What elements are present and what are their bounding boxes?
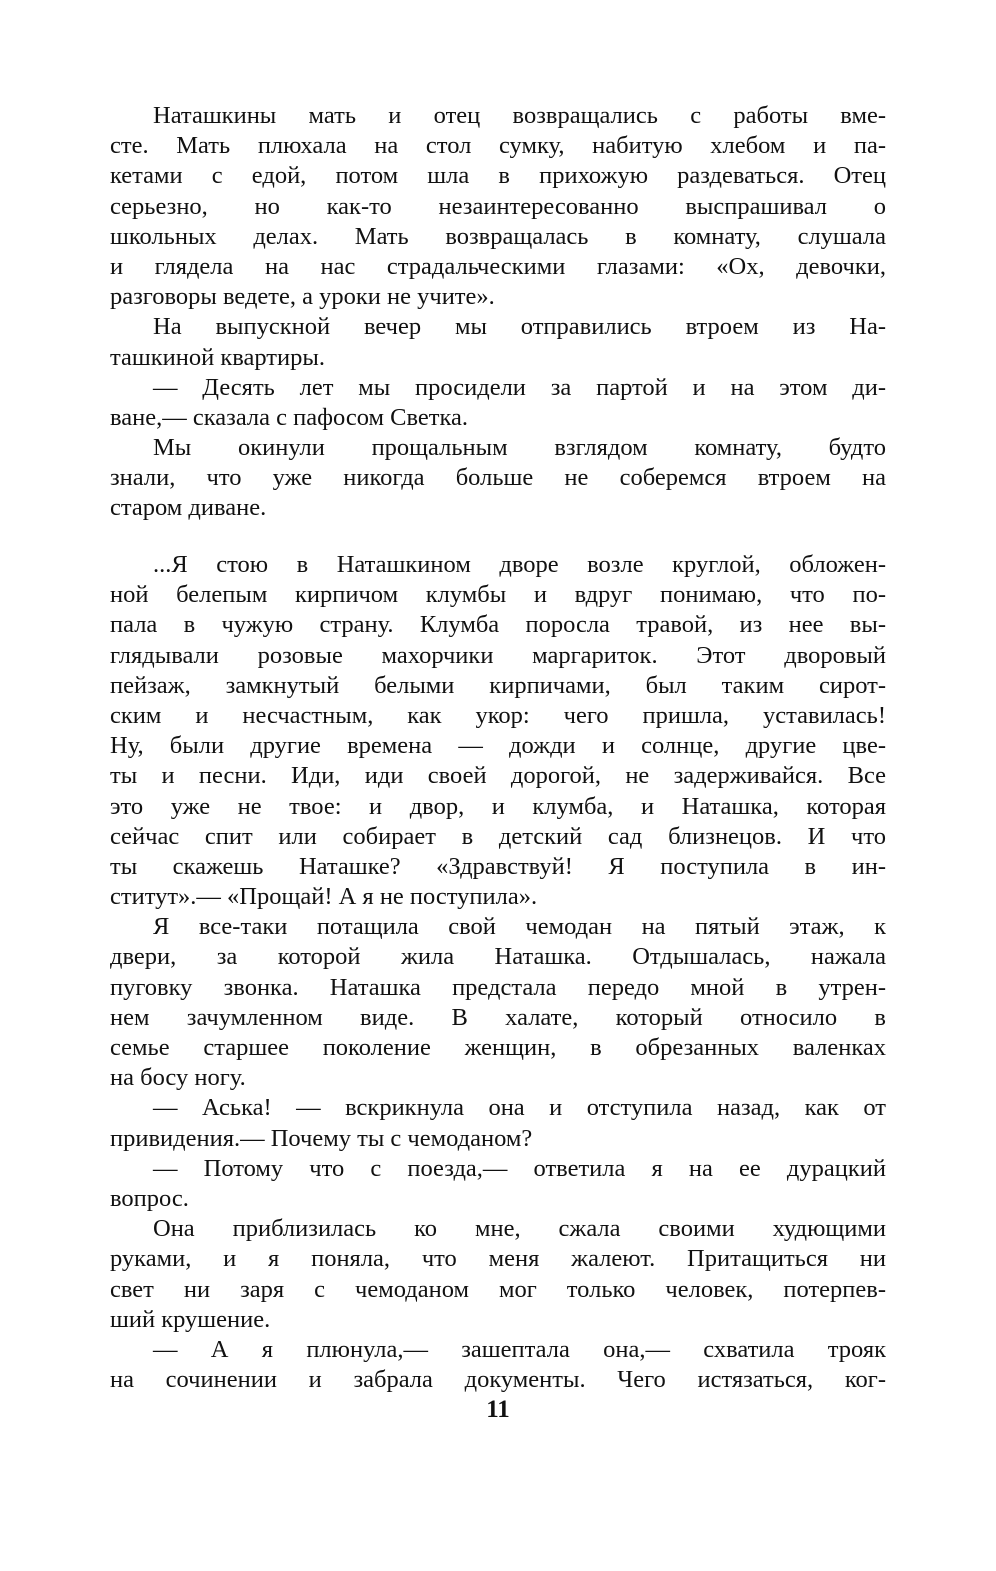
text-section-1: [110, 101, 886, 524]
text-line: вопрос.: [110, 1184, 189, 1212]
text-line: ной белепым кирпичом клумбы и вдруг понимаю, что по-: [110, 581, 886, 609]
text-line: Мы окинули прощальным взглядом комнату, будто: [153, 434, 886, 462]
text-line: ты скажешь Наташке? «Здравствуй! Я поступила в ин-: [110, 852, 886, 880]
text-line: — А я плюнула,— зашептала она,— схватила трояк: [153, 1335, 886, 1363]
text-line: и глядела на нас страдальческими глазами: «Ох, девочки,: [110, 252, 886, 280]
text-line: знали, что уже никогда больше не соберемся втроем на: [110, 464, 886, 492]
text-line: пала в чужую страну. Клумба поросла травой, из нее вы-: [110, 611, 886, 639]
text-line: Я все-таки потащила свой чемодан на пятый этаж, к: [153, 913, 886, 941]
text-line: ташкиной квартиры.: [110, 343, 325, 371]
text-line: глядывали розовые махорчики маргариток. Этот дворовый: [110, 641, 886, 669]
text-line: Ну, были другие времена — дожди и солнце, другие цве-: [110, 732, 886, 760]
text-line: на босу ногу.: [110, 1064, 246, 1092]
text-line: старом диване.: [110, 494, 267, 522]
text-line: это уже не твое: и двор, и клумба, и Наташка, которая: [110, 792, 886, 820]
text-line: ване,— сказала с пафосом Светка.: [110, 403, 469, 431]
text-line: Она приблизилась ко мне, сжала своими худющими: [153, 1215, 886, 1243]
text-line: ший крушение.: [110, 1305, 271, 1333]
text-line: на сочинении и забрала документы. Чего истязаться, ког-: [110, 1366, 886, 1394]
text-line: школьных делах. Мать возвращалась в комнату, слушала: [110, 222, 886, 250]
text-line: разговоры ведете, а уроки не учите».: [110, 283, 495, 311]
text-line: На выпускной вечер мы отправились втроем из На-: [153, 313, 886, 341]
text-line: семье старшее поколение женщин, в обрезанных валенках: [110, 1034, 886, 1061]
text-line: сте. Мать плюхала на стол сумку, набитую хлебом и па-: [110, 132, 886, 160]
text-line: руками, и я поняла, что меня жалеют. Притащиться ни: [110, 1245, 886, 1273]
text-line: свет ни заря с чемоданом мог только человек, потерпев-: [110, 1275, 886, 1303]
text-line: — Десять лет мы просидели за партой и на этом ди-: [153, 373, 886, 401]
text-line: нем зачумленном виде. В халате, который относило в: [110, 1003, 886, 1031]
text-line: ...Я стою в Наташкином дворе возле круглой, обложен-: [153, 551, 886, 578]
page-number: 11: [486, 1396, 510, 1423]
text-line: — Потому что с поезда,— ответила я на ее дурацкий: [153, 1154, 886, 1182]
text-section-2: [110, 550, 886, 1395]
text-line: ским и несчастным, как укор: чего пришла, уставилась!: [110, 701, 886, 729]
text-line: серьезно, но как-то незаинтересованно выспрашивал о: [110, 192, 886, 220]
text-line: — Аська! — вскрикнула она и отступила назад, как от: [153, 1094, 886, 1122]
text-line: привидения.— Почему ты с чемоданом?: [110, 1124, 533, 1152]
text-line: пейзаж, замкнутый белыми кирпичами, был таким сирот-: [110, 671, 886, 699]
text-line: кетами с едой, потом шла в прихожую раздеваться. Отец: [110, 162, 886, 190]
text-line: ститут».— «Прощай! А я не поступила».: [110, 883, 538, 911]
text-line: Наташкины мать и отец возвращались с работы вме-: [153, 102, 886, 129]
text-line: пуговку звонка. Наташка предстала передо мной в утрен-: [110, 973, 886, 1001]
text-line: сейчас спит или собирает в детский сад близнецов. И что: [110, 822, 886, 850]
text-line: двери, за которой жила Наташка. Отдышалась, нажала: [110, 943, 886, 971]
text-line: ты и песни. Иди, иди своей дорогой, не задерживайся. Все: [110, 762, 886, 790]
